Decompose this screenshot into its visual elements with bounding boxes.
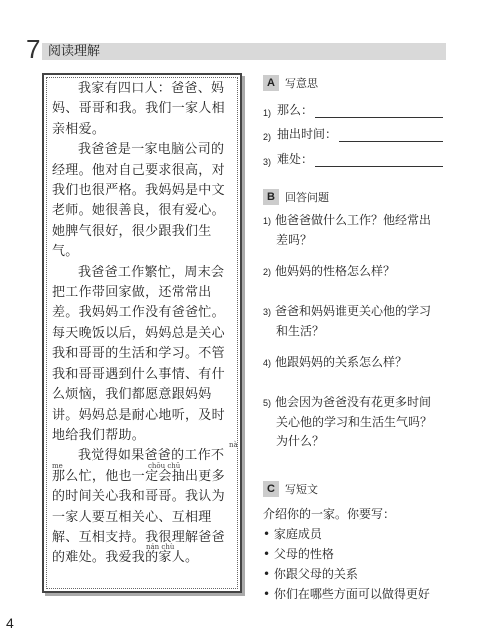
passage-text	[52, 79, 234, 569]
b-question-3: 3) 爸爸和妈妈谁更关心他的学习 和生活？	[263, 304, 432, 338]
b-question-4: 4) 他跟妈妈的关系怎么样？	[263, 355, 408, 369]
answer-blank[interactable]	[315, 154, 443, 167]
page-number: 4	[6, 615, 14, 631]
section-c-letter: C	[263, 481, 279, 497]
bullet-item: • 父母的性格	[263, 547, 334, 561]
section-b-label: 回答问题	[285, 191, 329, 204]
pinyin-chouchu: chōu chū	[148, 462, 181, 470]
section-title: 阅读理解	[48, 44, 101, 59]
section-header	[26, 34, 446, 64]
section-a-letter: A	[263, 75, 279, 91]
b-question-1: 1) 他爸爸做什么工作？他经常出 差吗？	[263, 213, 432, 247]
header-bar	[42, 43, 446, 60]
b-question-5: 5) 他会因为爸爸没有花更多时间 关心他的学习和生活生气吗？ 为什么？	[263, 395, 433, 448]
answer-blank[interactable]	[315, 105, 443, 118]
section-number: 7	[26, 34, 41, 64]
paragraph-1: 我家有四口人：爸爸、妈妈、哥哥和我。我们一家人相亲相爱。	[52, 81, 225, 137]
bullet-item: • 家庭成员	[263, 527, 322, 541]
b-question-2: 2) 他妈妈的性格怎么样？	[263, 264, 396, 278]
a-item-3: 3) 难处：	[263, 150, 443, 167]
pinyin-na: nà	[229, 441, 238, 449]
a-item-1: 1) 那么：	[263, 101, 443, 118]
section-c-intro: 介绍你的一家。你要写：	[263, 507, 396, 521]
pinyin-nanchu: nán chù	[146, 543, 175, 551]
paragraph-4: 我觉得如果爸爸的工作不那么忙，他也一定会抽出更多的时间关心我和哥哥。我认为一家人要互相关心、互相理解、互相支持。我很理解爸爸的难处。我爱我的家人。	[52, 448, 225, 566]
section-c-header	[263, 481, 453, 497]
bullet-item: • 你跟父母的关系	[263, 567, 358, 581]
paragraph-2: 我爸爸是一家电脑公司的经理。他对自己要求很高，对我们也很严格。我妈妈是中文老师。她很善良，很有爱心。她脾气很好，很少跟我们生气。	[52, 142, 225, 260]
section-a-header	[263, 75, 453, 91]
reading-passage	[42, 73, 242, 593]
paragraph-3: 我爸爸工作繁忙，周末会把工作带回家做，还常常出差。我妈妈工作没有爸爸忙。每天晚饭以后，妈妈总是关心我和哥哥的生活和学习。不管我和哥哥遇到什么事情、有什么烦恼，我们都愿意跟妈妈讲。妈妈总是耐心地听，及时地给我们帮助。	[52, 264, 225, 443]
section-b-header	[263, 189, 453, 205]
a-item-2: 2) 抽出时间：	[263, 125, 443, 142]
section-a-label: 写意思	[285, 77, 318, 90]
section-c-label: 写短文	[285, 483, 318, 496]
bullet-item: • 你们在哪些方面可以做得更好	[263, 587, 430, 601]
answer-blank[interactable]	[339, 129, 443, 142]
section-b-letter: B	[263, 189, 279, 205]
pinyin-me: me	[52, 462, 63, 470]
